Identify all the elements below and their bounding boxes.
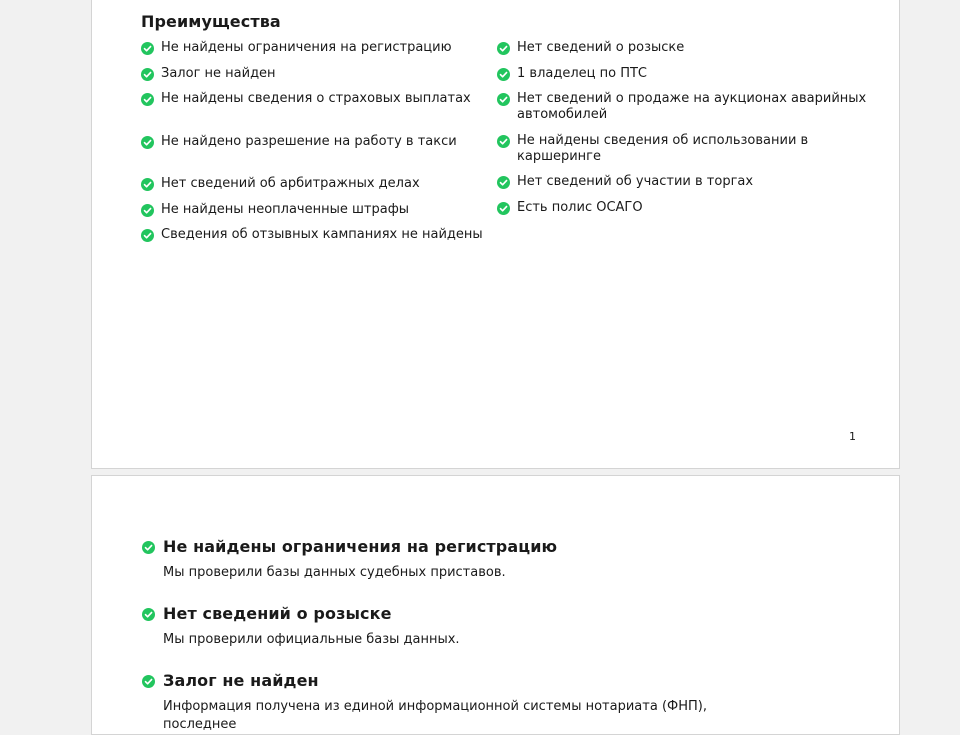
page-number: 1 [849, 430, 856, 443]
advantage-item [497, 200, 877, 216]
advantage-label: Нет сведений о продаже на аукционах аварийных автомобилей [517, 91, 867, 122]
section-title-text: Залог не найден [163, 671, 319, 690]
section-title-text: Не найдены ограничения на регистрацию [163, 537, 558, 556]
detail-section [142, 671, 763, 734]
advantages-left-column [141, 40, 491, 253]
advantage-item [141, 40, 491, 56]
advantage-item [141, 134, 491, 150]
advantage-label: Залог не найден [161, 65, 276, 81]
check-circle-icon [141, 178, 154, 191]
advantage-item [497, 40, 877, 56]
section-text: Информация получена из единой информационной системы нотариата (ФНП), последнее [163, 699, 707, 732]
advantage-label: Не найдено разрешение на работу в такси [161, 134, 457, 149]
advantage-item [141, 202, 491, 218]
advantage-item [141, 227, 491, 243]
check-circle-icon [141, 42, 154, 55]
check-circle-icon [142, 675, 155, 688]
check-circle-icon [141, 229, 154, 242]
check-circle-icon [497, 176, 510, 189]
advantage-item [141, 91, 491, 107]
advantage-label: Нет сведений об арбитражных делах [161, 176, 420, 191]
advantage-item [497, 91, 877, 123]
detail-section [142, 537, 763, 582]
section-text: Мы проверили официальные базы данных. [163, 632, 460, 647]
section-title [142, 604, 763, 624]
check-circle-icon [497, 93, 510, 106]
check-circle-icon [497, 68, 510, 81]
section-title [142, 537, 763, 557]
check-circle-icon [141, 93, 154, 106]
advantage-item [141, 66, 491, 82]
advantage-label: Не найдены ограничения на регистрацию [161, 40, 452, 55]
advantage-label: Не найдены сведения о страховых выплатах [161, 91, 471, 106]
check-circle-icon [141, 136, 154, 149]
advantage-label: Не найдены неоплаченные штрафы [161, 201, 410, 217]
advantages-right-column [497, 40, 877, 225]
advantage-label: Нет сведений об участии в торгах [517, 174, 754, 189]
report-page-1 [91, 0, 900, 469]
section-title [142, 671, 763, 691]
check-circle-icon [141, 204, 154, 217]
section-title-text: Нет сведений о розыске [163, 604, 392, 623]
check-circle-icon [142, 541, 155, 554]
advantage-label: 1 владелец по ПТС [517, 65, 647, 81]
advantage-label: Не найдены сведения об использовании в каршеринге [517, 132, 809, 164]
check-circle-icon [497, 202, 510, 215]
check-circle-icon [497, 42, 510, 55]
detail-section [142, 604, 763, 649]
advantage-label: Нет сведений о розыске [517, 40, 685, 55]
advantage-item [497, 133, 877, 165]
advantages-heading: Преимущества [141, 12, 281, 31]
check-circle-icon [142, 608, 155, 621]
section-text: Мы проверили базы данных судебных приставов. [163, 565, 506, 580]
check-circle-icon [497, 135, 510, 148]
advantage-label: Есть полис ОСАГО [517, 199, 643, 215]
advantage-item [497, 66, 877, 82]
advantage-item [497, 174, 877, 190]
advantage-item [141, 176, 491, 192]
report-page-2 [91, 475, 900, 735]
check-circle-icon [141, 68, 154, 81]
advantage-label: Сведения об отзывных кампаниях не найдены [161, 227, 483, 242]
